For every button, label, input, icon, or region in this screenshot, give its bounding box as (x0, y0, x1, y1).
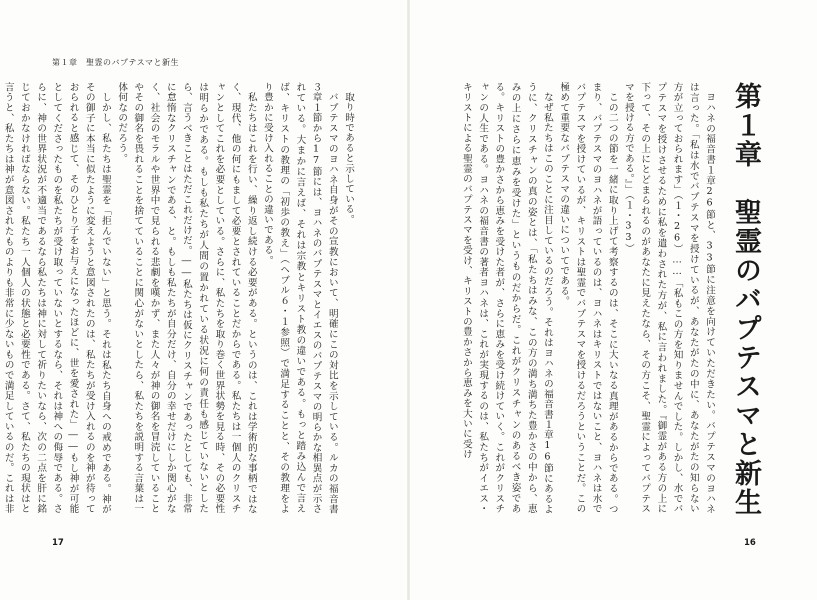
paragraph: この二つの節を一緒に取り上げて考察するのは、そこに大いなる真理があるからである。つまり、バプテスマのヨハネが語っているのは、ヨハネはキリストではないこと、ヨハネは水でバプテスマを授けているが、キリストは聖霊でバプテスマを授けるだろうということだ。この極めて重要なバプテスマの違いについてである。 (558, 82, 618, 514)
right-page (409, 0, 817, 600)
left-page (0, 0, 408, 600)
paragraph: 取り時であると示している。 (343, 91, 354, 225)
paragraph: バプテスマのヨハネ自身がその宣教において、明確にこの対比を示している。ルカの福音書３章１節から17節には、ヨハネのバプテスマとイエスのバプテスマの明らかな相異点が示されている。大まかに言えば、それは宗教とキリスト教の違いである。もっと踏み込んで言えば、キリストの教理の「初歩の教え」（ヘブル６・１参照）で満足することと、その教理をより豊かに受け入れることの違いである。 (261, 82, 338, 514)
paragraph: なぜ私たちはこのことに注目しているのだろう。それはヨハネの福音書１章16節にあるように、クリスチャンの真の姿とは、「私たちはみな、この方の満ち満ちた豊かさの中から、恵みの上にさらに恵みを受けた」というものだからだ。これがクリスチャンのあるべき姿である。キリストの豊かさから恵みを受けた者が、さらに恵みを受け続けていく。これがクリスチャンの人生である。ヨハネの福音書の著者ヨハネは、これが実現するのは、私たちがイエス・キリストによる聖霊のバプテスマを受け、キリストの豊かさから恵みを大いに受け (460, 82, 553, 514)
chapter-title: 第１章 聖霊のバプテスマと新生 (730, 82, 761, 517)
paragraph: しかし、私たちは聖霊を「拒んでいない」と思う。それは私たち自身への戒めである。神がその御子に本当に似たように変えようと意図されたのは、私たちが受け入れるのを神が待っておられると感じて、そのひとり子をお与えになったほどに、世を愛された」――もし神が可能としてくださったものを私たちが受け取っていないとするなら、それは神への侮辱である。さらに、神の世界状況が不適当であるなら私たちは神に対して祈りたいなら、次の二点を肝に銘じておかなければならない。私たち一人個人の状態と必要性である。さて、私たちの現状はと言うと、私たちは神が意図されたものよりも非常に少ないもので満足しているのだ。これは非 (2, 82, 111, 514)
right-page-body (459, 82, 717, 514)
left-page-body (2, 82, 356, 514)
paragraph: ヨハネの福音書１章26節と、33節に注意を向けていただきたい。バプテスマのヨハネは言った。「私は水でバプテスマを授けているが、あなたがたの中に、あなたがたの知らない方が立っておられます」（１・26）……「私もこの方を知りませんでした。しかし、水でバプテスマを授けさせるために私を遣わされた方が、私に言われました。『御霊がある方の上に下って、その上にとどまられるのがあなたに見えたなら、その方こそ、聖霊によってバプテスマを授ける方である。』」（１・33） (622, 82, 715, 514)
page-number: 17 (52, 538, 64, 548)
paragraph: 私たちはこれを行い、繰り返し続ける必要がある。というのは、これは学術的な事柄ではなく、現代、他の何にもまして必要とされていることだからである。私たちは一個人のクリスチャンとしてこれを必要としている。さらに、私たちを取り巻く世界状勢を見る時、その必要性は明らかである。もしも私たちが人間の置かれている状況に何の責任も感じていないとしたら、言うべきことはただこれだけだ。――私たちは仮にクリスチャンであったとしても、非常に怠惰なクリスチャンである、と。もしも私たちが自分だけ、自分の幸せだけにしか関心がなく、社会のモラルや世界中で見られる悲劇を嘆かず、また人々が神の御名を冒涜していることやその御名を畏れることを捨てていることに関心がないとしたら、私たちを説明する言葉は一体何なのだろう。 (116, 82, 257, 514)
running-head: 第１章 聖霊のバプテスマと新生 (52, 58, 180, 67)
page-number: 16 (744, 538, 756, 548)
